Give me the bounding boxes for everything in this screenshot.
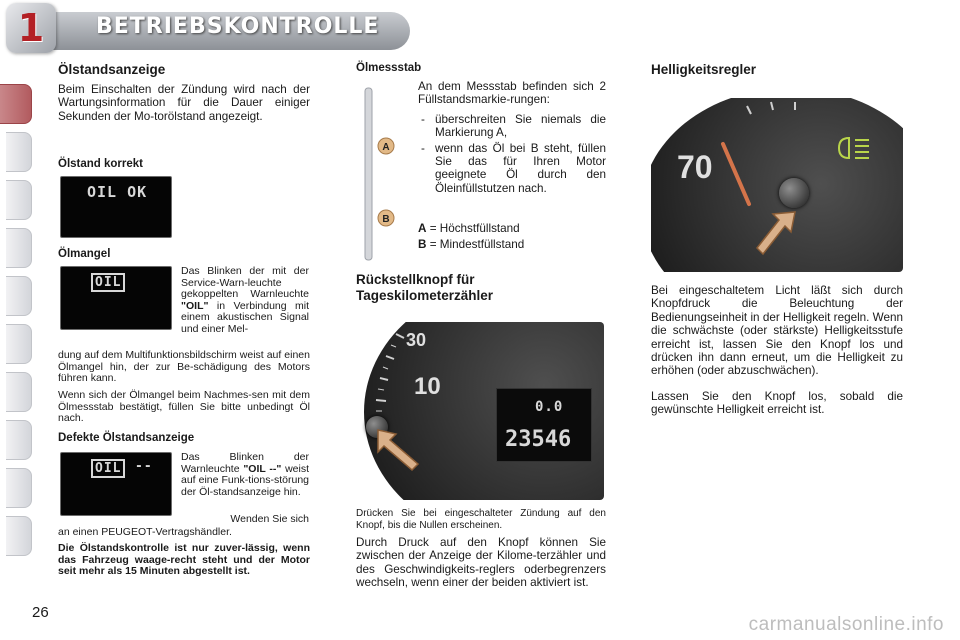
chapter-title: BETRIEBSKONTROLLE [96, 14, 380, 39]
page-number: 26 [32, 604, 49, 621]
reset-caption: Drücken Sie bei eingeschalteter Zündung auf den Knopf, bis die Nullen erscheinen. [356, 508, 606, 531]
brightness-text-2: Lassen Sie den Knopf los, sobald die gewünschte Helligkeit erreicht ist. [651, 390, 903, 417]
dipstick-legend-b [418, 238, 524, 251]
chapter-side-tabs [0, 64, 36, 584]
oil-low-text-full: dung auf dem Multifunktionsbildschirm weist auf einen Ölmangel hin, der zur Be-schädigung des Motors führen kann. [58, 349, 310, 384]
oil-low-display [60, 266, 172, 330]
oil-level-intro: Beim Einschalten der Zündung wird nach der Wartungsinformation für die Dauer einiger Sekunden der Mo-torölstand angezeigt. [58, 83, 310, 123]
oil-defect-display [60, 452, 172, 516]
chapter-badge [6, 3, 56, 53]
oil-low-heading: Ölmangel [58, 248, 111, 260]
side-tab-active[interactable] [0, 84, 32, 124]
side-tab[interactable] [6, 276, 32, 316]
dipstick-heading: Ölmessstab [356, 62, 422, 74]
oil-defect-text-highlight: "OIL --" [243, 462, 282, 475]
dipstick-mark-a: A [382, 142, 390, 153]
side-tab[interactable] [6, 516, 32, 556]
oil-ok-display-text: OIL OK [87, 183, 148, 201]
oil-ok-display [60, 176, 172, 238]
gauge-needle [723, 144, 749, 204]
reset-heading-line: Tageskilometerzähler [356, 288, 494, 303]
dipstick-illustration [356, 84, 406, 264]
arrow-up-left-icon [374, 426, 422, 474]
oil-defect-text [181, 452, 309, 498]
headlamp-icon [839, 138, 869, 158]
oil-low-text [181, 266, 309, 335]
oil-defect-text-part: Das Blinken der Warnleuchte [181, 451, 309, 475]
oil-defect-text-part: weist auf eine Funk-tions-störung der Öl-standsanzeige hin. [181, 462, 309, 498]
brightness-heading: Helligkeitsregler [651, 62, 757, 77]
dipstick-list-item: - überschreiten Sie niemals die Markierung A, [418, 113, 606, 140]
chapter-header [0, 0, 960, 56]
oil-low-text-part: Das Blinken der mit der Service-Warn-leuchte gekoppelten Warnleuchte [181, 265, 309, 300]
gauge-label-70: 70 [677, 149, 713, 185]
oil-defect-text-4: an einen PEUGEOT-Vertragshändler. [58, 526, 232, 538]
oil-defect-text-3: Wenden Sie sich [230, 513, 309, 525]
side-tab[interactable] [6, 420, 32, 460]
oil-low-note: Wenn sich der Ölmangel beim Nachmes-sen mit dem Ölmessstab bestätigt, füllen Sie bitte unbedingt Öl nach. [58, 389, 310, 424]
oil-low-text-part: in Verbindung mit einem akustischen Signal und einer Mel- [181, 299, 310, 335]
dipstick-text [418, 80, 606, 197]
chapter-number: 1 [17, 6, 45, 50]
left-column [58, 62, 310, 123]
side-tab[interactable] [6, 468, 32, 508]
oil-low-display-text: OIL [91, 273, 125, 292]
gauge-label-30: 30 [406, 330, 427, 350]
legend-a-text: = Höchstfüllstand [429, 222, 520, 235]
oil-low-text-highlight: "OIL" [181, 299, 209, 312]
brightness-photo [651, 98, 903, 272]
reset-text: Durch Druck auf den Knopf können Sie zwischen der Anzeige der Kilome-terzähler und des Geschwindigkeits-reglers oderbegrenzers wechseln, wenn einer der beiden aktiviert ist. [356, 536, 606, 590]
legend-b-text: = Mindestfüllstand [429, 238, 525, 251]
dipstick-list [418, 113, 606, 195]
gauge-label-10: 10 [414, 373, 441, 400]
oil-correct-heading: Ölstand korrekt [58, 158, 143, 170]
reset-heading-line: Rückstellknopf für [356, 272, 475, 287]
side-tab[interactable] [6, 324, 32, 364]
side-tab[interactable] [6, 132, 32, 172]
legend-a-key: A [418, 222, 427, 235]
arrow-up-right-icon [755, 208, 799, 258]
odometer-display [496, 388, 592, 462]
legend-b-key: B [418, 238, 427, 251]
dipstick-mark-b: B [382, 214, 390, 225]
brightness-knob[interactable] [779, 178, 809, 208]
side-tab[interactable] [6, 372, 32, 412]
dipstick-intro: An dem Messstab befinden sich 2 Füllstandsmarkie-rungen: [418, 80, 606, 107]
side-tab[interactable] [6, 228, 32, 268]
oil-defect-display-dashes: -- [135, 459, 153, 474]
oil-check-warning: Die Ölstandskontrolle ist nur zuver-lässig, wenn das Fahrzeug waage-recht steht und der Motor seit mehr als 15 Minuten abgestellt ist. [58, 542, 310, 577]
trip-display: 0.0 [535, 399, 564, 415]
dipstick-legend-a [418, 222, 520, 235]
reset-heading [356, 272, 493, 304]
oil-level-heading: Ölstandsanzeige [58, 62, 166, 77]
oil-defect-display-text: OIL [91, 459, 125, 478]
odometer-value: 23546 [505, 427, 572, 452]
watermark: carmanualsonline.info [748, 614, 944, 635]
trip-reset-photo [356, 322, 604, 500]
brightness-text-1: Bei eingeschaltetem Licht läßt sich durch Knopfdruck die Beleuchtung der Bedienungseinheit in der Helligkeit regeln. Wenn die schwächste (oder stärkste) Helligkeitsstufe erreicht ist, lassen Sie den Knopf los und drücken ihn dann erneut, um die Helligkeit zu erhöhen (oder abzuschwächen). [651, 284, 903, 378]
oil-defect-heading: Defekte Ölstandsanzeige [58, 432, 195, 444]
dipstick-list-item: - wenn das Öl bei B steht, füllen Sie das für Ihren Motor geeignete Öl durch den Öleinfüllstutzen nach. [418, 142, 606, 196]
side-tab[interactable] [6, 180, 32, 220]
